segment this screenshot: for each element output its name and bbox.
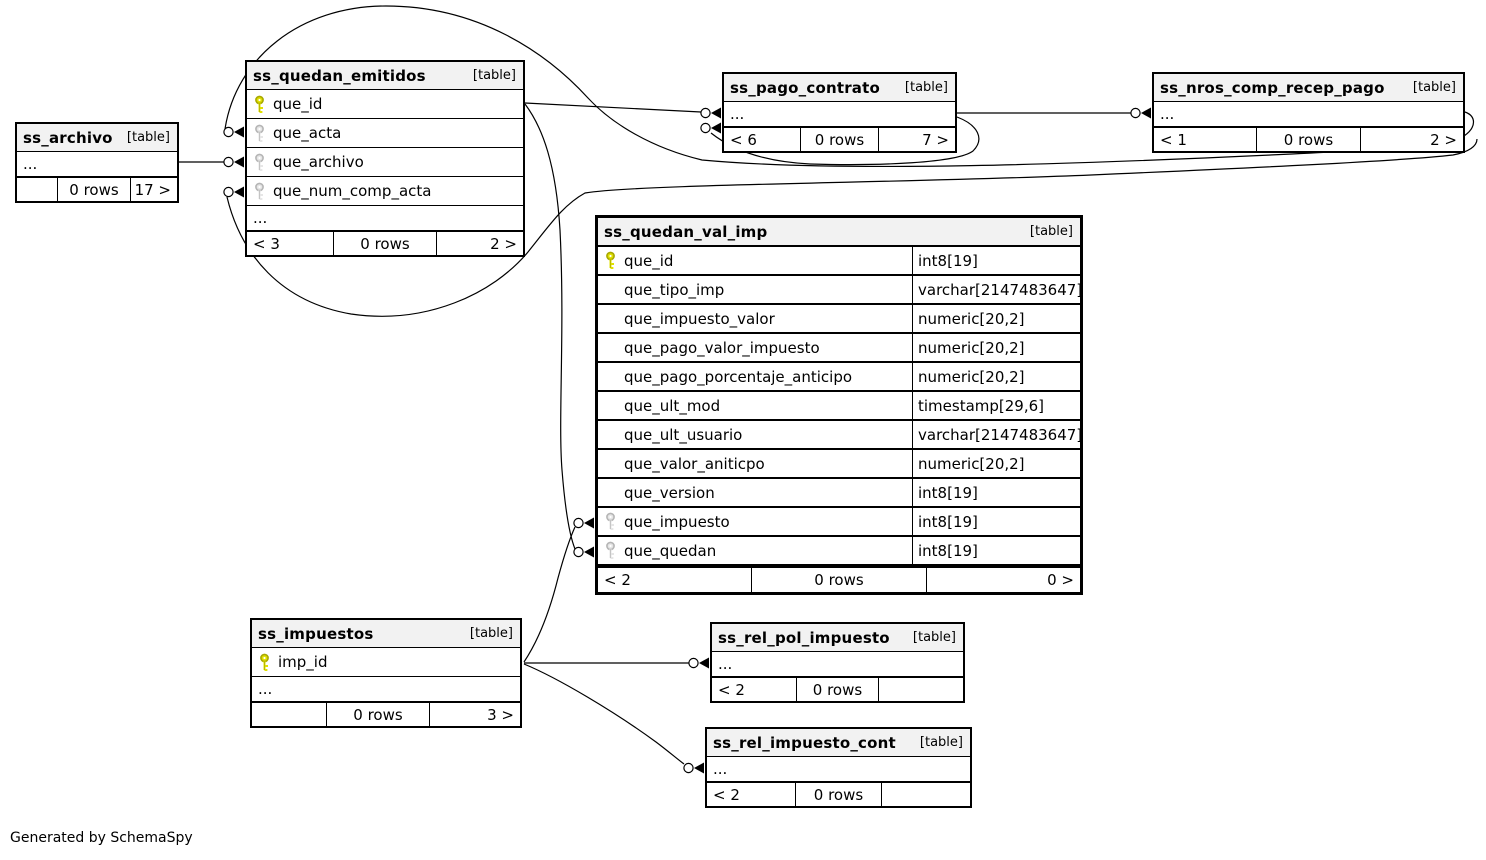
column-type: timestamp[29,6] [912,392,1080,419]
table-name[interactable]: ss_impuestos [258,624,374,643]
table-node-ss_quedan_val_imp[interactable] [595,215,1083,595]
table-header [252,620,520,648]
table-node-ss_impuestos[interactable] [250,618,522,728]
column-type: varchar[2147483647] [912,276,1080,303]
footer-row-count: 0 rows [57,178,131,201]
footer-right-degree: 17 > [134,180,171,199]
table-type-tag: [table] [904,80,948,95]
column-type: numeric[20,2] [912,305,1080,332]
footer-left-degree: < 2 [713,785,740,804]
table-header [17,124,177,152]
table-type-tag: [table] [919,735,963,750]
table-header [1154,74,1463,102]
foreign-key-icon [253,153,266,172]
table-node-ss_quedan_emitidos[interactable] [245,60,525,257]
edge-ss_impuestos-to-ss_rel_impuesto_cont [524,664,684,764]
table-footer [712,677,963,701]
footer-right-degree: 7 > [922,130,949,149]
table-type-tag: [table] [912,630,956,645]
footer-row-count: 0 rows [1256,128,1361,151]
column-name: que_quedan [624,541,717,560]
table-header [247,62,523,90]
column-row-que_archivo [247,148,523,177]
connector-ss_rel_impuesto_cont [684,763,704,774]
footer-row-count: 0 rows [795,783,882,806]
column-row-que_impuesto [598,508,1080,537]
table-node-ss_nros_comp_recep_pago[interactable] [1152,72,1465,153]
table-header [712,624,963,652]
truncated-columns-ellipsis: ... [712,652,963,677]
table-footer [724,127,955,151]
column-row-que_acta [247,119,523,148]
footer-left-degree: < 3 [253,234,280,253]
column-type: varchar[2147483647] [912,421,1080,448]
truncated-columns-ellipsis: ... [247,206,523,231]
column-type: int8[19] [912,247,1080,274]
column-row-que_pago_porcentaje_anticipo [598,363,1080,392]
column-type: int8[19] [912,479,1080,506]
truncated-columns-ellipsis: ... [724,102,955,127]
table-node-ss_pago_contrato[interactable] [722,72,957,153]
connector-que_impuesto [574,518,594,529]
truncated-columns-ellipsis: ... [252,677,520,702]
table-name[interactable]: ss_archivo [23,128,113,147]
table-name[interactable]: ss_rel_impuesto_cont [713,733,896,752]
column-name: que_num_comp_acta [273,182,432,200]
connector-que_quedan [574,547,594,558]
column-row-que_id [598,247,1080,276]
foreign-key-icon [604,541,617,560]
column-row-que_valor_aniticpo [598,450,1080,479]
column-name: que_ult_usuario [624,425,743,444]
connector-que_acta [224,127,244,138]
column-row-que_pago_valor_impuesto [598,334,1080,363]
column-row-que_ult_mod [598,392,1080,421]
column-name: que_version [624,483,715,502]
footer-left-degree: < 6 [730,130,757,149]
table-header [724,74,955,102]
table-name[interactable]: ss_quedan_emitidos [253,66,426,85]
connector-ss_pago_contrato-2 [701,123,721,134]
column-name: que_acta [273,124,342,142]
footer-row-count: 0 rows [751,568,927,592]
table-type-tag: [table] [472,68,516,83]
column-row-que_impuesto_valor [598,305,1080,334]
column-row-que_ult_usuario [598,421,1083,450]
footer-left-degree [252,703,326,726]
schemaspy-credit: Generated by SchemaSpy [10,830,193,846]
table-header [598,218,1080,247]
edge-ss_quedan_emitidos-to-que_quedan [525,104,575,549]
table-footer [252,702,520,726]
column-name: que_valor_aniticpo [624,454,765,473]
footer-right-degree: 2 > [1430,130,1457,149]
footer-left-degree: < 2 [604,571,631,589]
footer-right-degree: 2 > [490,234,517,253]
footer-left-degree: < 1 [1160,130,1187,149]
table-type-tag: [table] [469,626,513,641]
footer-right-degree [879,678,963,701]
foreign-key-icon [604,512,617,531]
foreign-key-icon [253,182,266,201]
column-name: que_impuesto_valor [624,309,775,328]
footer-right-degree: 3 > [487,705,514,724]
primary-key-icon [604,251,617,270]
truncated-columns-ellipsis: ... [707,757,970,782]
table-footer [17,177,177,201]
column-type: int8[19] [912,537,1080,564]
footer-right-degree [882,783,970,806]
column-row-que_version [598,479,1080,508]
edge-ss_impuestos-to-que_impuesto [524,527,575,662]
table-type-tag: [table] [1029,224,1073,239]
column-type: numeric[20,2] [912,334,1080,361]
truncated-columns-ellipsis: ... [17,152,177,177]
truncated-columns-ellipsis: ... [1154,102,1463,127]
column-name: imp_id [278,653,328,671]
column-row-imp_id [252,648,520,677]
primary-key-icon [258,653,271,672]
footer-left-degree [17,178,57,201]
connector-ss_rel_pol_impuesto [689,658,709,669]
table-node-ss_rel_pol_impuesto[interactable] [710,622,965,703]
primary-key-icon [253,95,266,114]
footer-row-count: 0 rows [800,128,879,151]
column-row-que_id [247,90,523,119]
column-row-que_tipo_imp [598,276,1083,305]
column-name: que_id [273,95,323,113]
table-footer [707,782,970,806]
footer-right-degree: 0 > [1047,571,1074,589]
table-header [707,729,970,757]
footer-row-count: 0 rows [333,232,437,255]
table-node-ss_archivo[interactable] [15,122,179,203]
table-name[interactable]: ss_quedan_val_imp [604,222,768,241]
table-node-ss_rel_impuesto_cont[interactable] [705,727,972,808]
footer-row-count: 0 rows [326,703,430,726]
column-name: que_tipo_imp [624,280,725,299]
connector-que_archivo [224,157,244,168]
table-name[interactable]: ss_nros_comp_recep_pago [1160,78,1385,97]
column-type: int8[19] [912,508,1080,535]
table-name[interactable]: ss_pago_contrato [730,78,880,97]
footer-left-degree: < 2 [718,680,745,699]
column-name: que_id [624,251,674,270]
edge-ss_quedan_emitidos-to-ss_pago_contrato [525,103,701,112]
table-footer [598,566,1080,592]
table-type-tag: [table] [126,130,170,145]
column-type: numeric[20,2] [912,363,1080,390]
column-name: que_ult_mod [624,396,721,415]
connector-ss_nros_comp_recep_pago [1131,108,1151,119]
footer-row-count: 0 rows [796,678,879,701]
column-row-que_num_comp_acta [247,177,523,206]
column-name: que_pago_valor_impuesto [624,338,820,357]
table-name[interactable]: ss_rel_pol_impuesto [718,628,890,647]
connector-ss_pago_contrato-1 [701,108,721,119]
column-type: numeric[20,2] [912,450,1080,477]
foreign-key-icon [253,124,266,143]
connector-que_num_comp_acta [224,187,244,198]
column-name: que_archivo [273,153,364,171]
table-footer [247,231,523,255]
column-name: que_impuesto [624,512,730,531]
column-row-que_quedan [598,537,1080,566]
table-type-tag: [table] [1412,80,1456,95]
column-name: que_pago_porcentaje_anticipo [624,367,853,386]
table-footer [1154,127,1463,151]
